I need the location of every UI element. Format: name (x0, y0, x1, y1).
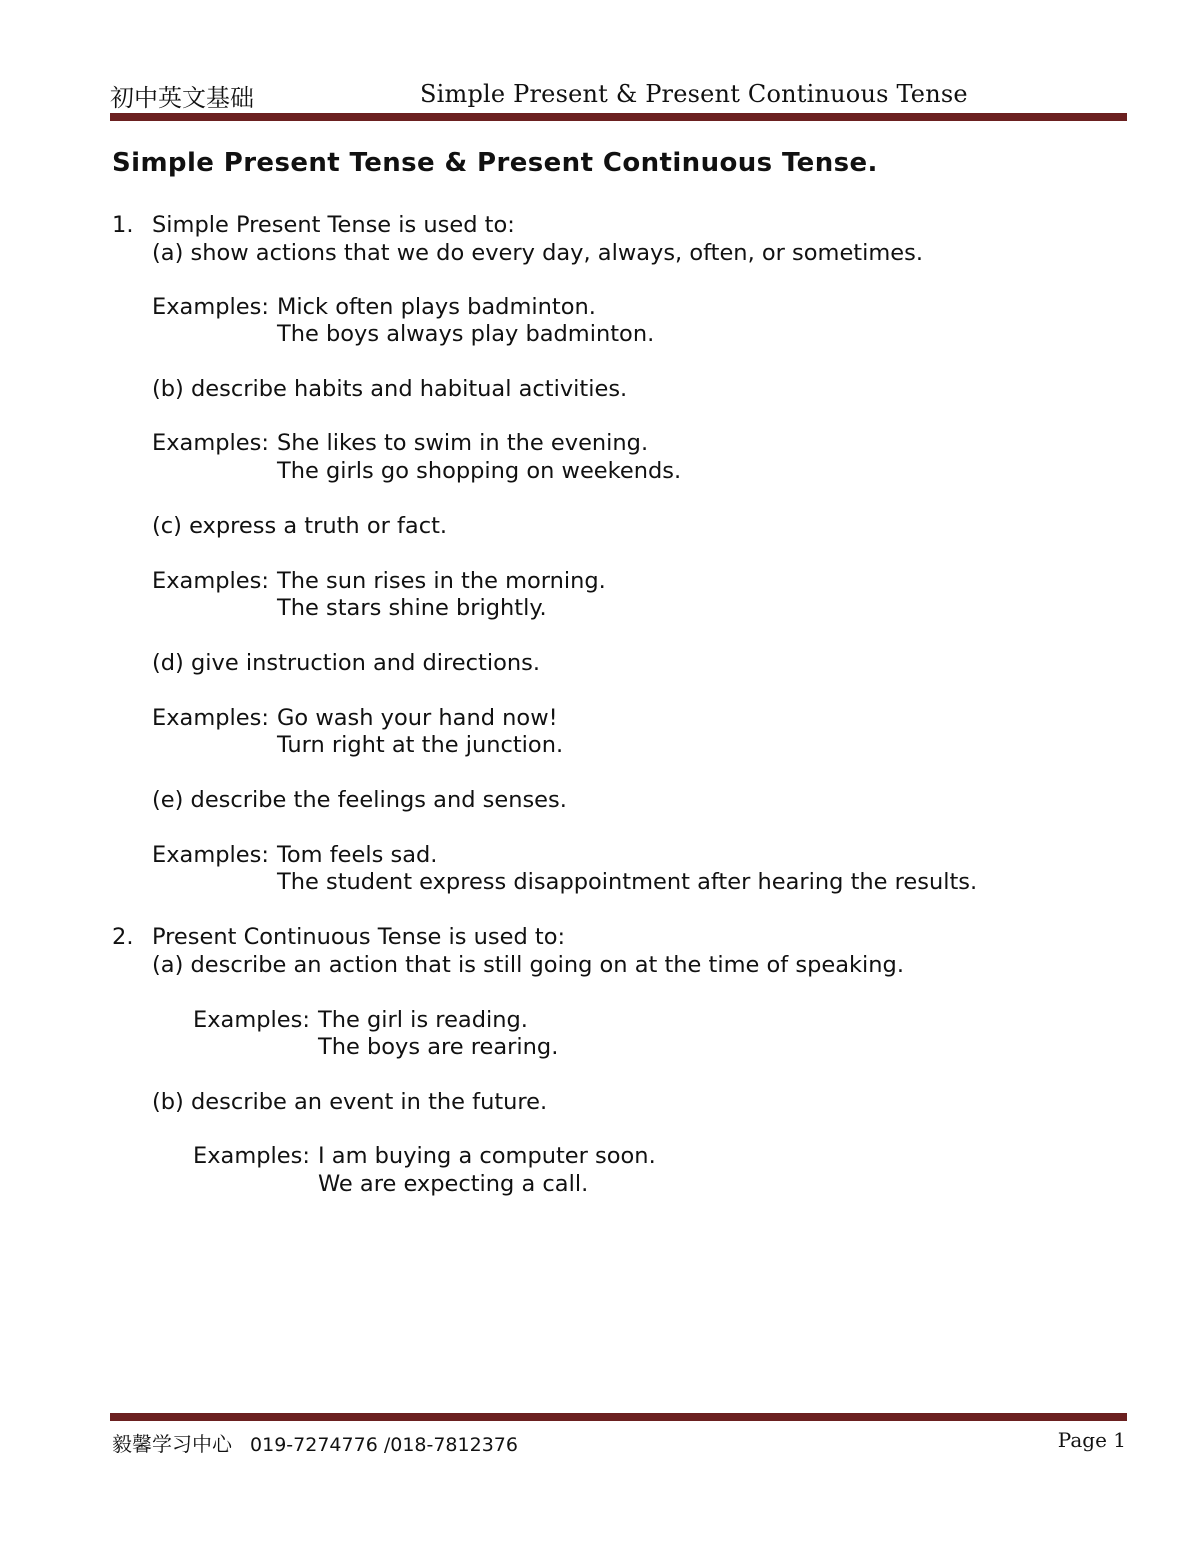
section-1-number: 1. (112, 212, 134, 238)
example-line: The girl is reading. (318, 1007, 528, 1033)
rule-c-label: (c) express a truth or fact. (152, 513, 448, 539)
rule-d-label: (d) give instruction and directions. (152, 650, 540, 676)
footer-phone: 019-7274776 /018-7812376 (250, 1434, 518, 1456)
example-line: Mick often plays badminton. (277, 294, 596, 320)
section-2-heading: Present Continuous Tense is used to: (152, 924, 566, 950)
example-line: Tom feels sad. (277, 842, 438, 868)
examples-label: Examples: (152, 430, 269, 456)
rule-a-label: (a) describe an action that is still going on at the time of speaking. (152, 952, 904, 978)
examples-label: Examples: (152, 705, 269, 731)
example-line: She likes to swim in the evening. (277, 430, 649, 456)
header-rule (110, 113, 1127, 121)
header-course-title: 初中英文基础 (110, 84, 254, 112)
example-line: The sun rises in the morning. (277, 568, 606, 594)
example-line: The boys are rearing. (318, 1034, 559, 1060)
example-line: The girls go shopping on weekends. (277, 458, 682, 484)
rule-a-label: (a) show actions that we do every day, always, often, or sometimes. (152, 240, 923, 266)
example-line: The stars shine brightly. (277, 595, 547, 621)
example-line: The student express disappointment after hearing the results. (277, 869, 978, 895)
footer-center-name: 毅馨学习中心 (112, 1432, 232, 1456)
example-line: Turn right at the junction. (277, 732, 564, 758)
rule-e-label: (e) describe the feelings and senses. (152, 787, 567, 813)
section-1-heading: Simple Present Tense is used to: (152, 212, 515, 238)
examples-label: Examples: (193, 1143, 310, 1169)
document-title: Simple Present Tense & Present Continuous Tense. (112, 148, 878, 178)
examples-label: Examples: (152, 294, 269, 320)
rule-b-label: (b) describe habits and habitual activities. (152, 376, 628, 402)
footer-rule (110, 1413, 1127, 1421)
example-line: The boys always play badminton. (277, 321, 655, 347)
section-2-number: 2. (112, 924, 134, 950)
page-header (110, 74, 1126, 114)
footer-contact (112, 1428, 518, 1457)
example-line: Go wash your hand now! (277, 705, 558, 731)
header-topic: Simple Present & Present Continuous Tense (420, 80, 968, 108)
examples-label: Examples: (152, 842, 269, 868)
example-line: We are expecting a call. (318, 1171, 589, 1197)
page-number: Page 1 (1057, 1428, 1126, 1452)
examples-label: Examples: (152, 568, 269, 594)
examples-label: Examples: (193, 1007, 310, 1033)
rule-b-label: (b) describe an event in the future. (152, 1089, 548, 1115)
example-line: I am buying a computer soon. (318, 1143, 656, 1169)
